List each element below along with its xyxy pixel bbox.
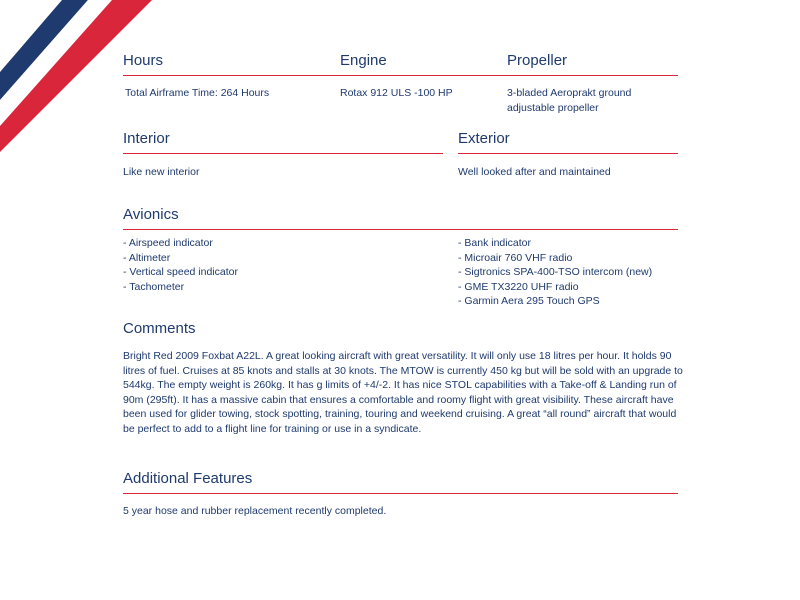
interior-value: Like new interior: [123, 166, 200, 178]
avionics-left-column: [123, 232, 443, 294]
list-item: - Bank indicator: [458, 237, 531, 249]
propeller-section: [507, 52, 667, 115]
list-item: - Airspeed indicator: [123, 237, 213, 249]
hours-section: [123, 52, 333, 101]
list-item: - Sigtronics SPA-400-TSO intercom (new): [458, 266, 653, 278]
comments-title: Comments: [123, 320, 196, 337]
list-item: - Tachometer: [123, 280, 185, 293]
list-item: - Microair 760 VHF radio: [458, 251, 573, 264]
avionics-right-column: [458, 232, 678, 309]
exterior-title: Exterior: [458, 130, 678, 154]
avionics-right-list: [458, 236, 678, 309]
propeller-value: 3-bladed Aeroprakt ground adjustable propeller: [507, 87, 632, 114]
comments-text: Bright Red 2009 Foxbat A22L. A great looking aircraft with great versatility. It will only use 18 litres per hour. It holds 90 litres of fuel. Cruises at 85 knots and stalls at 30 knots. The MTOW is currently 450 kg but will be sold with an upgrade to 544kg. The empty weight is 260kg. It has g limits of +4/-2. It has nice STOL capabilities with a Take-off & Landing run of 90m (295ft). It has a massive cabin that ensures a comfortable and roomy flight with great visibility. These aircraft have been used for glider towing, stock spotting, training, touring and weekend cruising. A great “all round” aircraft that would be perfect to add to a flight line for training or use in a syndicate.: [123, 350, 683, 435]
list-item: - GME TX3220 UHF radio: [458, 280, 579, 293]
comments-section: [123, 320, 683, 436]
engine-title: Engine: [340, 52, 387, 69]
avionics-left-list: [123, 236, 443, 294]
hours-title: Hours: [123, 52, 164, 69]
interior-section: [123, 130, 443, 180]
additional-features-title: Additional Features: [123, 470, 678, 494]
condition-row: [123, 130, 678, 185]
engine-section: [340, 52, 500, 101]
interior-title: Interior: [123, 130, 443, 154]
additional-features-text: 5 year hose and rubber replacement recently completed.: [123, 505, 387, 517]
exterior-value: Well looked after and maintained: [458, 166, 611, 178]
avionics-section: [123, 206, 678, 316]
avionics-title: Avionics: [123, 206, 678, 230]
list-item: - Vertical speed indicator: [123, 266, 238, 278]
hours-value: Total Airframe Time: 264 Hours: [125, 87, 270, 99]
exterior-section: [458, 130, 678, 180]
propeller-title: Propeller: [507, 52, 568, 69]
additional-features-section: [123, 470, 678, 519]
list-item: - Garmin Aera 295 Touch GPS: [458, 295, 600, 307]
list-item: - Altimeter: [123, 251, 171, 264]
engine-value: Rotax 912 ULS -100 HP: [340, 87, 453, 99]
specs-row: [123, 52, 678, 122]
